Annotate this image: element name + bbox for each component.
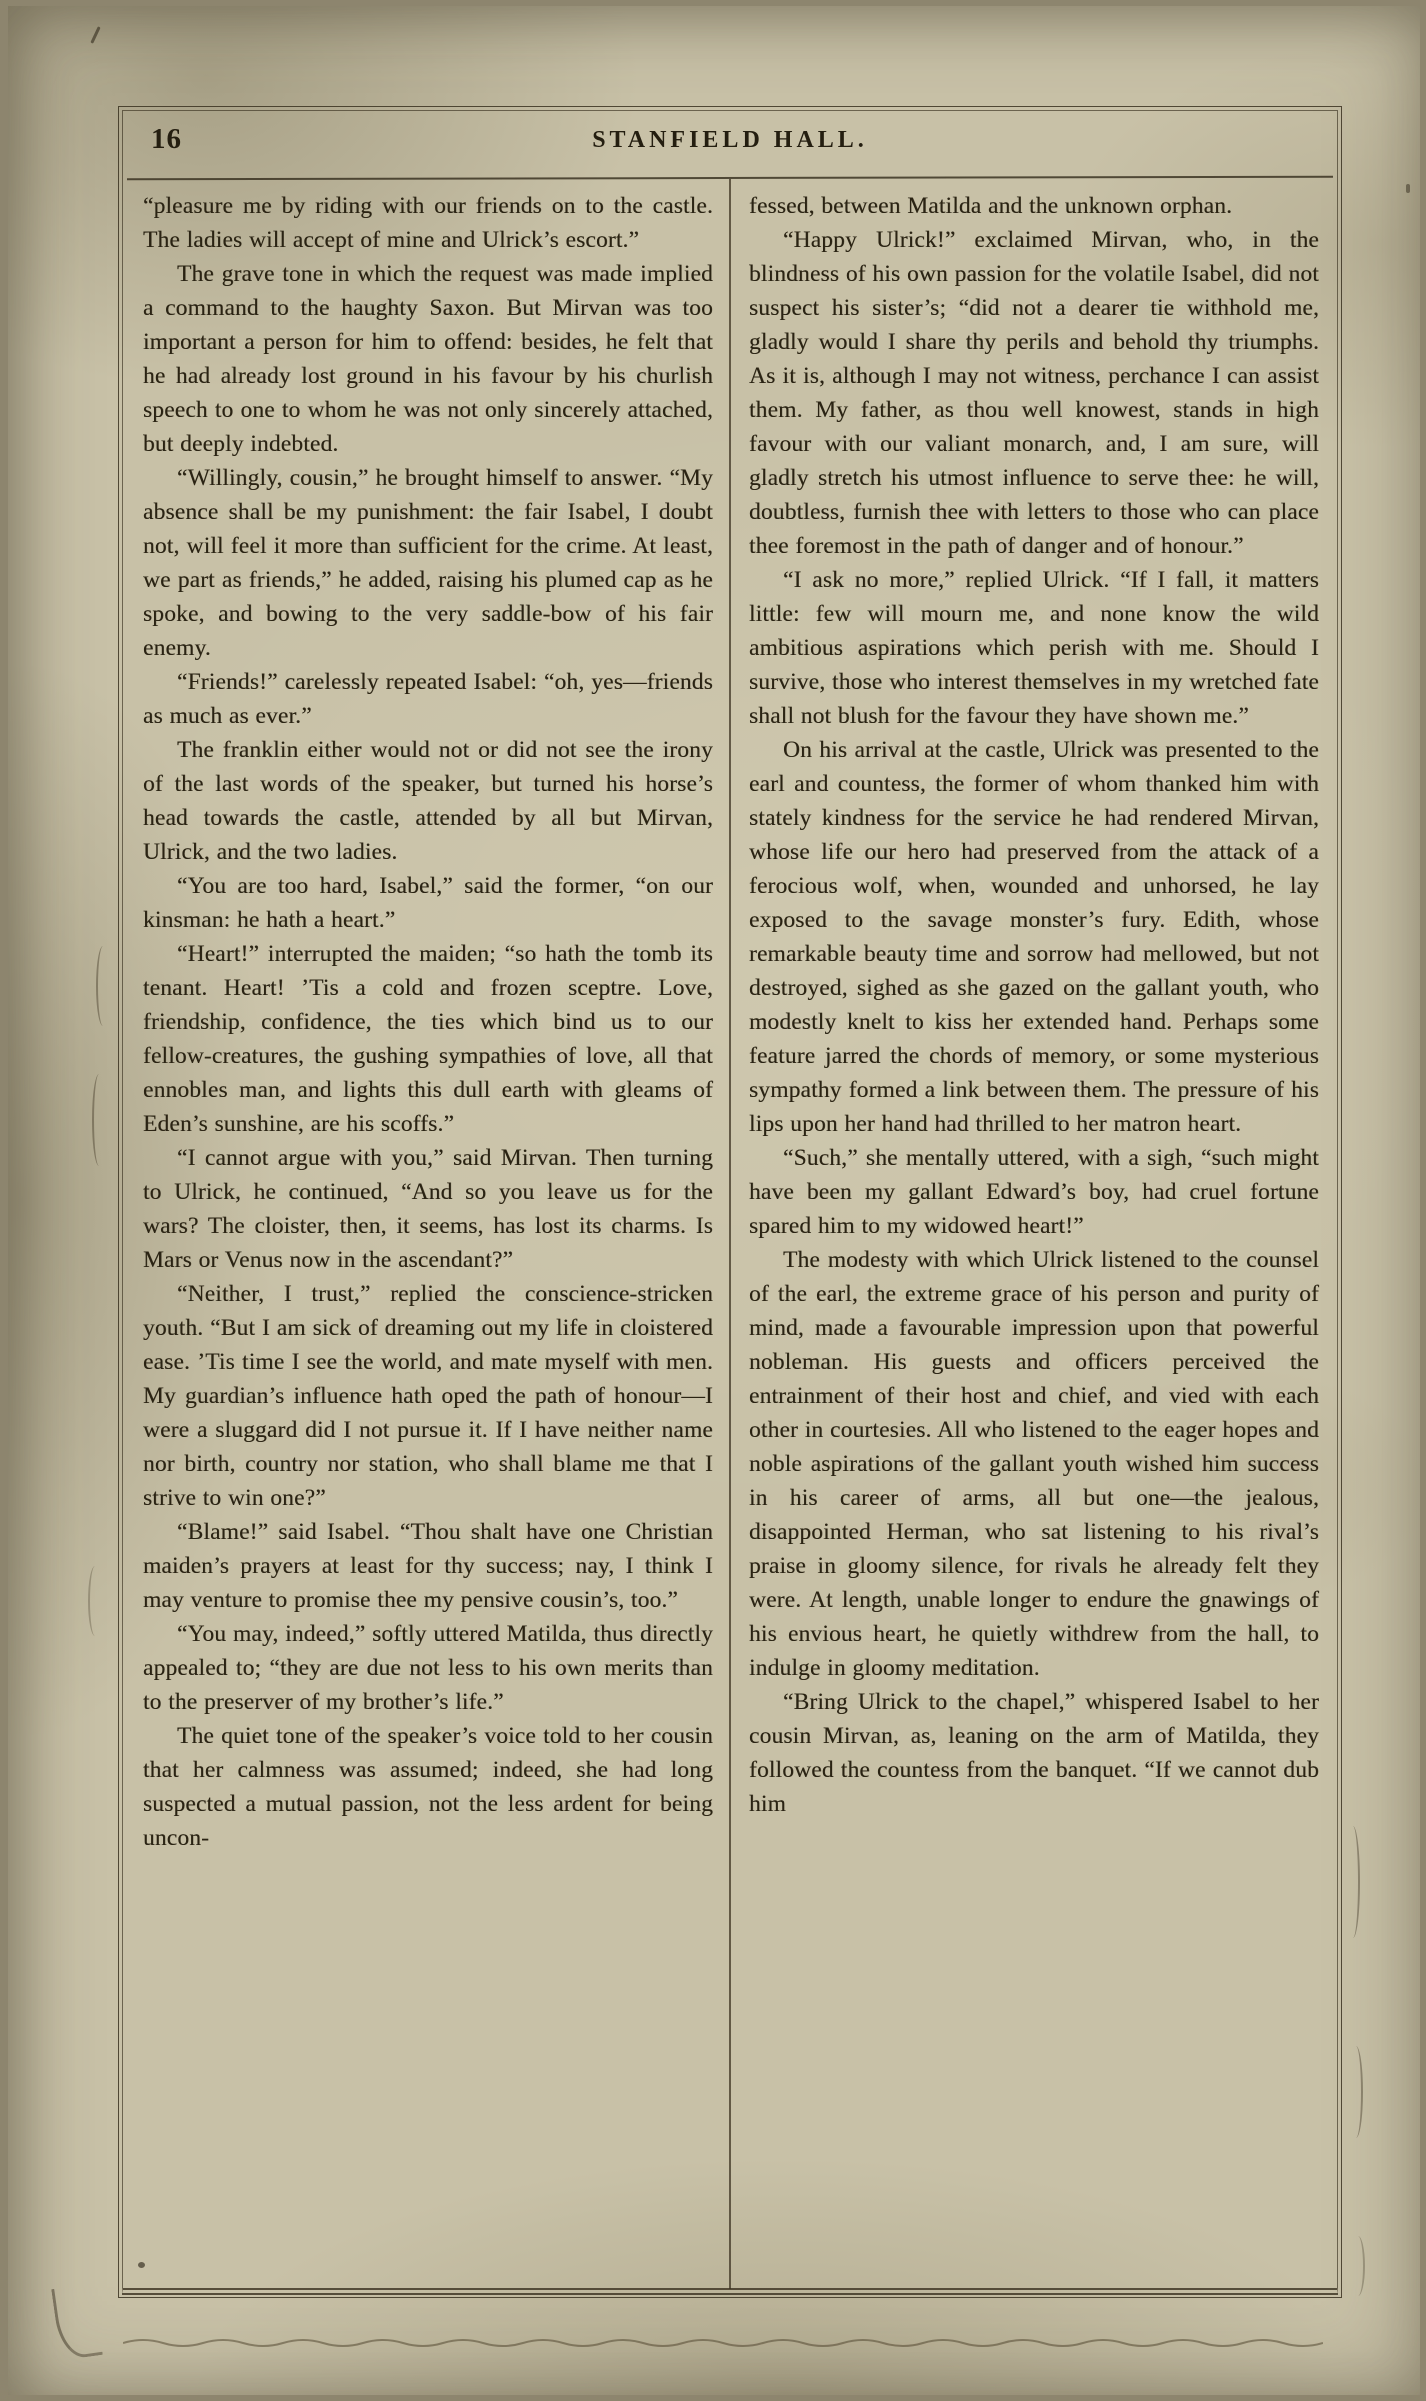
paragraph: “Friends!” carelessly repeated Isabel: “oh, yes—friends as much as ever.” — [143, 669, 713, 729]
ink-speck — [1406, 184, 1410, 193]
paragraph: The quiet tone of the speaker’s voice told to her cousin that her calmness was assumed; indeed, she had long suspected a mutual passion, not the less ardent for being uncon- — [143, 1723, 713, 1851]
paragraph: “I cannot argue with you,” said Mirvan. Then turning to Ulrick, he continued, “And so you leave us for the wars? The cloister, then, it seems, has lost its charms. Is Mars or Venus now in the ascendant?” — [143, 1145, 713, 1273]
paragraph: “Bring Ulrick to the chapel,” whispered Isabel to her cousin Mirvan, as, leaning on the arm of Matilda, they followed the countess from the banquet. “If we cannot dub him — [749, 1689, 1319, 1817]
left-column — [125, 179, 729, 2289]
paragraph: “Such,” she mentally uttered, with a sigh, “such might have been my gallant Edward’s boy, had cruel fortune spared him to my widowed heart!” — [749, 1145, 1319, 1239]
page-header — [125, 107, 1335, 179]
right-column — [731, 179, 1335, 2289]
paragraph: “Willingly, cousin,” he brought himself to answer. “My absence shall be my punishment: the fair Isabel, I doubt not, will feel it more than sufficient for the crime. At least, we part as friends,” he added, raising his plumed cap as he spoke, and bowing to the very saddle-bow of his fair enemy. — [143, 465, 713, 661]
margin-pen-mark — [1349, 2046, 1363, 2138]
page-frame-border — [118, 106, 1342, 2298]
paragraph: The modesty with which Ulrick listened to the counsel of the earl, the extreme grace of his person and purity of mind, made a favourable impression upon that powerful nobleman. His guests and officers perceived the entrainment of their host and chief, and vied with each other in courtesies. All who listened to the eager hopes and noble aspirations of the gallant youth wished him success in his career of arms, all but one—the jealous, disappointed Herman, who sat listening to his rival’s praise in gloomy silence, for rivals he already felt they were. At length, unable longer to endure the gnawings of his envious heart, he quietly withdrew from the hall, to indulge in gloomy meditation. — [749, 1247, 1319, 1681]
paragraph: “Neither, I trust,” replied the conscience-stricken youth. “But I am sick of dreaming out my life in cloistered ease. ’Tis time I see the world, and mate myself with men. My guardian’s influence hath oped the path of honour—I were a sluggard did I not pursue it. If I have neither name nor birth, country nor station, who shall blame me that I strive to win one?” — [143, 1281, 713, 1511]
margin-pen-mark — [88, 1566, 102, 1636]
text-columns — [125, 179, 1335, 2289]
paragraph: The franklin either would not or did not see the irony of the last words of the speaker, but turned his horse’s head towards the castle, attended by all but Mirvan, Ulrick, and the two ladies. — [143, 737, 713, 865]
margin-pen-mark — [51, 2283, 103, 2360]
scan-artifact-line — [123, 2335, 1323, 2351]
running-title: STANFIELD HALL. — [592, 127, 868, 153]
margin-pen-mark — [1346, 1826, 1360, 1938]
paragraph: “pleasure me by riding with our friends on to the castle. The ladies will accept of mine and Ulrick’s escort.” — [143, 193, 713, 253]
paragraph: “Blame!” said Isabel. “Thou shalt have one Christian maiden’s prayers at least for thy success; nay, I think I may venture to promise thee my pensive cousin’s, too.” — [143, 1519, 713, 1613]
margin-pen-mark — [1351, 2236, 1365, 2296]
paragraph: “You are too hard, Isabel,” said the former, “on our kinsman: he hath a heart.” — [143, 873, 713, 933]
paragraph: fessed, between Matilda and the unknown orphan. — [749, 193, 1233, 219]
paragraph: On his arrival at the castle, Ulrick was presented to the earl and countess, the former of whom thanked him with stately kindness for the service he had rendered Mirvan, whose life our hero had preserved from the attack of a ferocious wolf, when, wounded and unhorsed, he lay exposed to the savage monster’s fury. Edith, whose remarkable beauty time and sorrow had mellowed, but not destroyed, sighed as she gazed on the gallant youth, who modestly knelt to kiss her extended hand. Perhaps some feature jarred the chords of memory, or some mysterious sympathy formed a link between them. The pressure of his lips upon her hand had thrilled to her matron heart. — [749, 737, 1319, 1137]
paragraph: The grave tone in which the request was made implied a command to the haughty Saxon. But Mirvan was too important a person for him to offend: besides, he felt that he had already lost ground in his favour by his churlish speech to one to whom he was not only sincerely attached, but deeply indebted. — [143, 261, 713, 457]
margin-pen-mark — [96, 946, 110, 1026]
ink-speck — [90, 26, 100, 44]
paragraph: “You may, indeed,” softly uttered Matilda, thus directly appealed to; “they are due not less to his own merits than to the preserver of my brother’s life.” — [143, 1621, 713, 1715]
page-number: 16 — [151, 123, 182, 155]
margin-pen-mark — [92, 1074, 106, 1166]
paragraph: “Heart!” interrupted the maiden; “so hath the tomb its tenant. Heart! ’Tis a cold and frozen sceptre. Love, friendship, confidence, the ties which bind us to our fellow-creatures, the gushing sympathies of love, all that ennobles man, and lights this dull earth with gleams of Eden’s sunshine, are his scoffs.” — [143, 941, 713, 1137]
paper-background — [8, 6, 1420, 2395]
ink-speck — [138, 2262, 145, 2268]
paragraph: “Happy Ulrick!” exclaimed Mirvan, who, in the blindness of his own passion for the volatile Isabel, did not suspect his sister’s; “did not a dearer tie withhold me, gladly would I share thy perils and behold thy triumphs. As it is, although I may not witness, perchance I can assist them. My father, as thou well knowest, stands in high favour with our valiant monarch, and, I am sure, will gladly stretch his utmost influence to serve thee: he will, doubtless, furnish thee with letters to those who can place thee foremost in the path of danger and of honour.” — [749, 227, 1319, 559]
paragraph: “I ask no more,” replied Ulrick. “If I fall, it matters little: few will mourn me, and none know the wild ambitious aspirations which perish with me. Should I survive, those who interest themselves in my wretched fate shall not blush for the favour they have shown me.” — [749, 567, 1319, 729]
